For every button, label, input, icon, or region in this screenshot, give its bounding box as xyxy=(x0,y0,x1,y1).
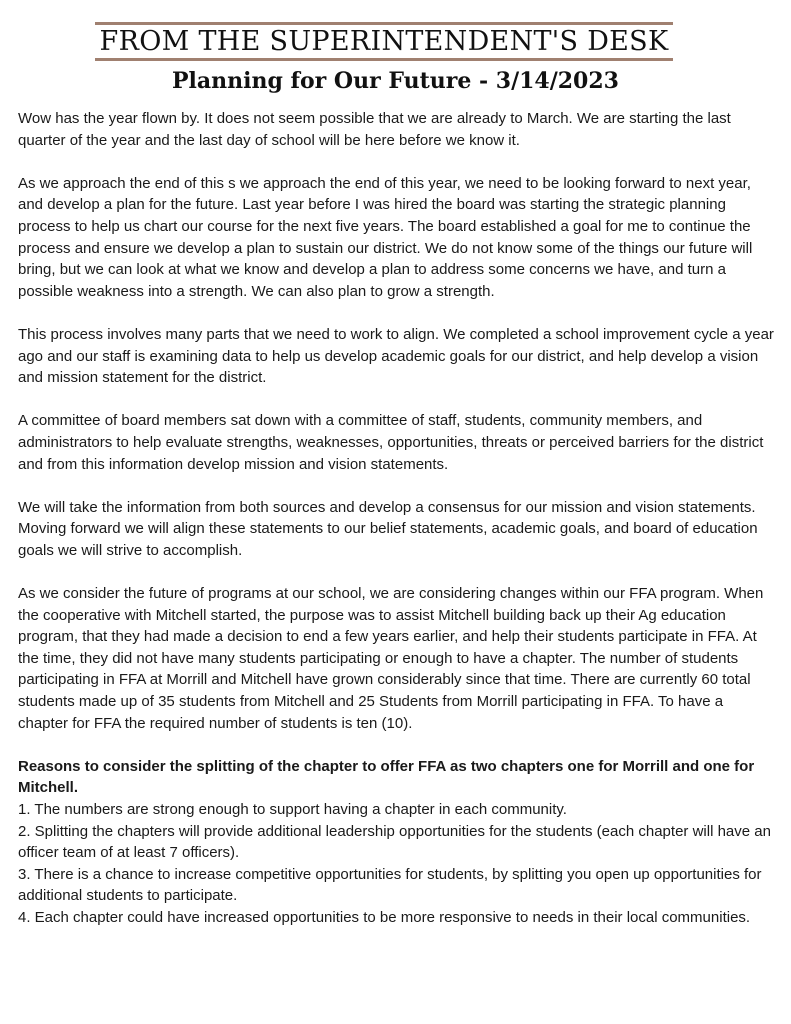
paragraph-process: This process involves many parts that we need to work to align. We completed a school improvement cycle a year ago and our staff is examining data to help us develop academic goals for our district, and help develop a vision and mission statement for the district. xyxy=(18,325,774,387)
masthead-block xyxy=(95,22,673,61)
article-title: Planning for Our Future - 3/14/2023 xyxy=(172,68,619,94)
reason-item: 4. Each chapter could have increased opportunities to be more responsive to needs in their local communities. xyxy=(18,908,751,926)
masthead-title: FROM THE SUPERINTENDENT'S DESK xyxy=(99,26,669,57)
reasons-heading: Reasons to consider the splitting of the chapter to offer FFA as two chapters one for Morrill and one for Mitchell. xyxy=(18,757,755,797)
paragraph-intro: Wow has the year flown by. It does not seem possible that we are already to March. We are starting the last quarter of the year and the last day of school will be here before we know it. xyxy=(18,110,731,149)
article-body xyxy=(18,108,776,929)
reason-item: 2. Splitting the chapters will provide additional leadership opportunities for the students (each chapter will have an officer team of at least 7 officers). xyxy=(18,822,771,862)
reason-item: 1. The numbers are strong enough to support having a chapter in each community. xyxy=(18,801,567,818)
reason-item: 3. There is a chance to increase competitive opportunities for students, by splitting you open up opportunities for additional students to participate. xyxy=(18,865,762,905)
paragraph-consensus: We will take the information from both sources and develop a consensus for our mission and vision statements. Moving forward we will align these statements to our belief statements, academic goals, and board of education goals we will strive to accomplish. xyxy=(18,498,758,559)
paragraph-ffa: As we consider the future of programs at our school, we are considering changes within our FFA program. When the cooperative with Mitchell started, the purpose was to assist Mitchell building back up their Ag education program, that they had made a decision to end a few years earlier, and help their students participate in FFA. At the time, they did not have many students participating or enough to have a chapter. The number of students participating in FFA at Morrill and Mitchell have grown considerably since that time. There are currently 60 total students made up of 35 students from Mitchell and 25 Students from Morrill participating in FFA. To have a chapter for FFA the required number of students is ten (10). xyxy=(18,585,764,732)
masthead-top-rule xyxy=(95,22,673,25)
masthead-bottom-rule xyxy=(95,58,673,61)
paragraph-committee: A committee of board members sat down with a committee of staff, students, community members, and administrators to help evaluate strengths, weaknesses, opportunities, threats or perceived barriers for the district and from this information develop mission and vision statements. xyxy=(18,412,764,473)
paragraph-strategic-planning: As we approach the end of this s we approach the end of this year, we need to be looking forward to next year, and develop a plan for the future. Last year before I was hired the board was starting the strategic planning process to help us chart our course for the next five years. The board established a goal for me to continue the process and ensure we develop a plan to sustain our district. We do not know some of the things our future will bring, but we can look at what we know and develop a plan to address some concerns we have, and turn a possible weakness into a strength. We can also plan to grow a strength. xyxy=(18,174,753,300)
